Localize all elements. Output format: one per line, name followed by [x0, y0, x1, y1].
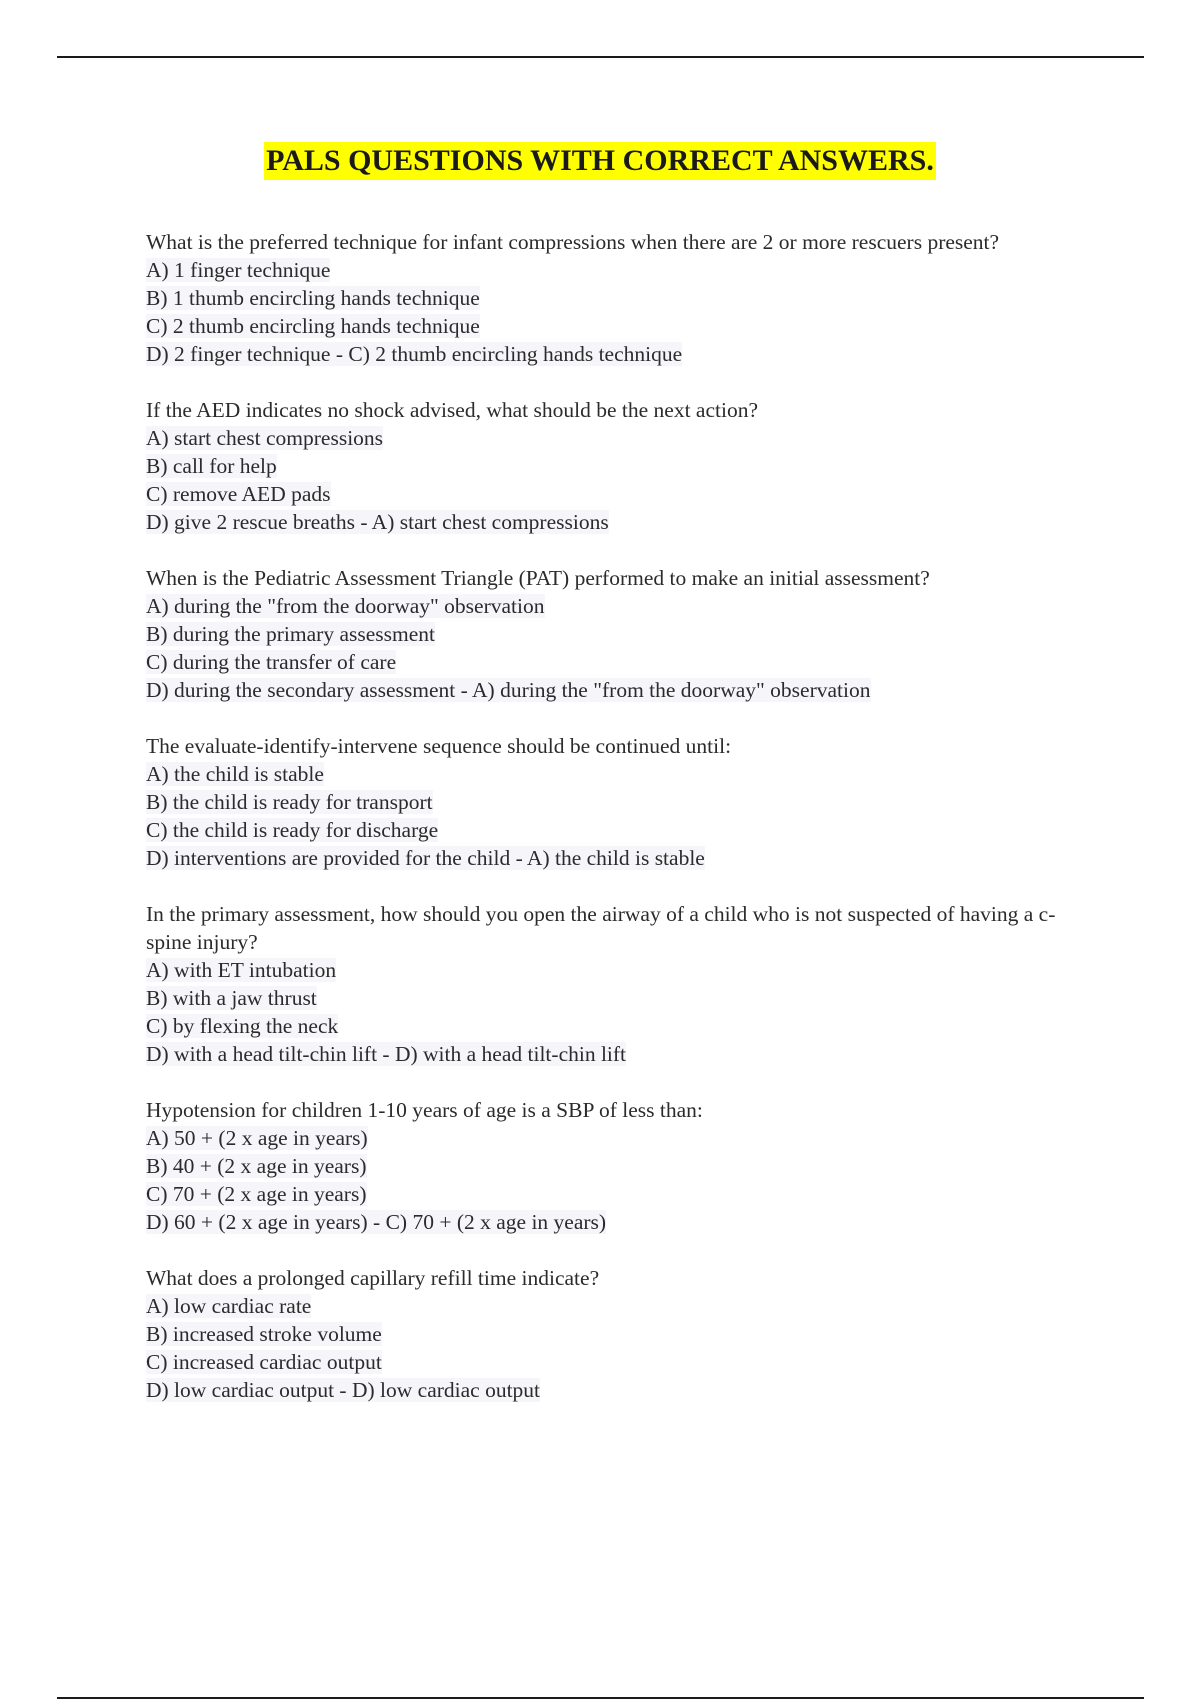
document-title: PALS QUESTIONS WITH CORRECT ANSWERS.: [264, 142, 936, 180]
answer-option: B) call for help: [146, 454, 277, 478]
bottom-rule: [57, 1697, 1144, 1699]
answer-option: B) with a jaw thrust: [146, 986, 317, 1010]
answer-option: A) 50 + (2 x age in years): [146, 1126, 368, 1150]
question-text: The evaluate-identify-intervene sequence should be continued until:: [146, 734, 732, 758]
answer-option: A) 1 finger technique: [146, 258, 331, 282]
answer-option: D) low cardiac output - D) low cardiac output: [146, 1378, 541, 1402]
question-block-3: [146, 564, 1066, 704]
answer-option: B) the child is ready for transport: [146, 790, 433, 814]
question-block-6: [146, 1096, 1066, 1236]
answer-option: D) 2 finger technique - C) 2 thumb encircling hands technique: [146, 342, 683, 366]
question-text: What is the preferred technique for infant compressions when there are 2 or more rescuers present?: [146, 230, 1000, 254]
title-container: [0, 142, 1200, 180]
question-text: What does a prolonged capillary refill time indicate?: [146, 1266, 600, 1290]
answer-option: A) during the "from the doorway" observation: [146, 594, 545, 618]
answer-option: C) increased cardiac output: [146, 1350, 382, 1374]
question-block-1: [146, 228, 1066, 368]
question-text: When is the Pediatric Assessment Triangle (PAT) performed to make an initial assessment?: [146, 566, 930, 590]
top-rule: [57, 56, 1144, 58]
question-text: Hypotension for children 1-10 years of age is a SBP of less than:: [146, 1098, 703, 1122]
answer-option: B) 40 + (2 x age in years): [146, 1154, 367, 1178]
answer-option: D) interventions are provided for the child - A) the child is stable: [146, 846, 705, 870]
answer-option: B) increased stroke volume: [146, 1322, 382, 1346]
question-block-4: [146, 732, 1066, 872]
answer-option: D) 60 + (2 x age in years) - C) 70 + (2 x age in years): [146, 1210, 607, 1234]
answer-option: A) low cardiac rate: [146, 1294, 312, 1318]
answer-option: C) by flexing the neck: [146, 1014, 339, 1038]
answer-option: D) during the secondary assessment - A) during the "from the doorway" observation: [146, 678, 871, 702]
answer-option: A) with ET intubation: [146, 958, 337, 982]
answer-option: C) remove AED pads: [146, 482, 331, 506]
answer-option: C) 2 thumb encircling hands technique: [146, 314, 480, 338]
answer-option: D) give 2 rescue breaths - A) start chest compressions: [146, 510, 609, 534]
question-block-7: [146, 1264, 1066, 1404]
answer-option: C) during the transfer of care: [146, 650, 397, 674]
answer-option: A) start chest compressions: [146, 426, 384, 450]
question-text: If the AED indicates no shock advised, what should be the next action?: [146, 398, 758, 422]
answer-option: B) 1 thumb encircling hands technique: [146, 286, 480, 310]
answer-option: A) the child is stable: [146, 762, 324, 786]
question-text: In the primary assessment, how should you open the airway of a child who is not suspected of having a c-spine injury?: [146, 902, 1056, 954]
answer-option: C) 70 + (2 x age in years): [146, 1182, 367, 1206]
answer-option: D) with a head tilt-chin lift - D) with a head tilt-chin lift: [146, 1042, 627, 1066]
question-block-2: [146, 396, 1066, 536]
answer-option: B) during the primary assessment: [146, 622, 436, 646]
question-list: [146, 228, 1066, 1432]
answer-option: C) the child is ready for discharge: [146, 818, 439, 842]
question-block-5: [146, 900, 1066, 1068]
